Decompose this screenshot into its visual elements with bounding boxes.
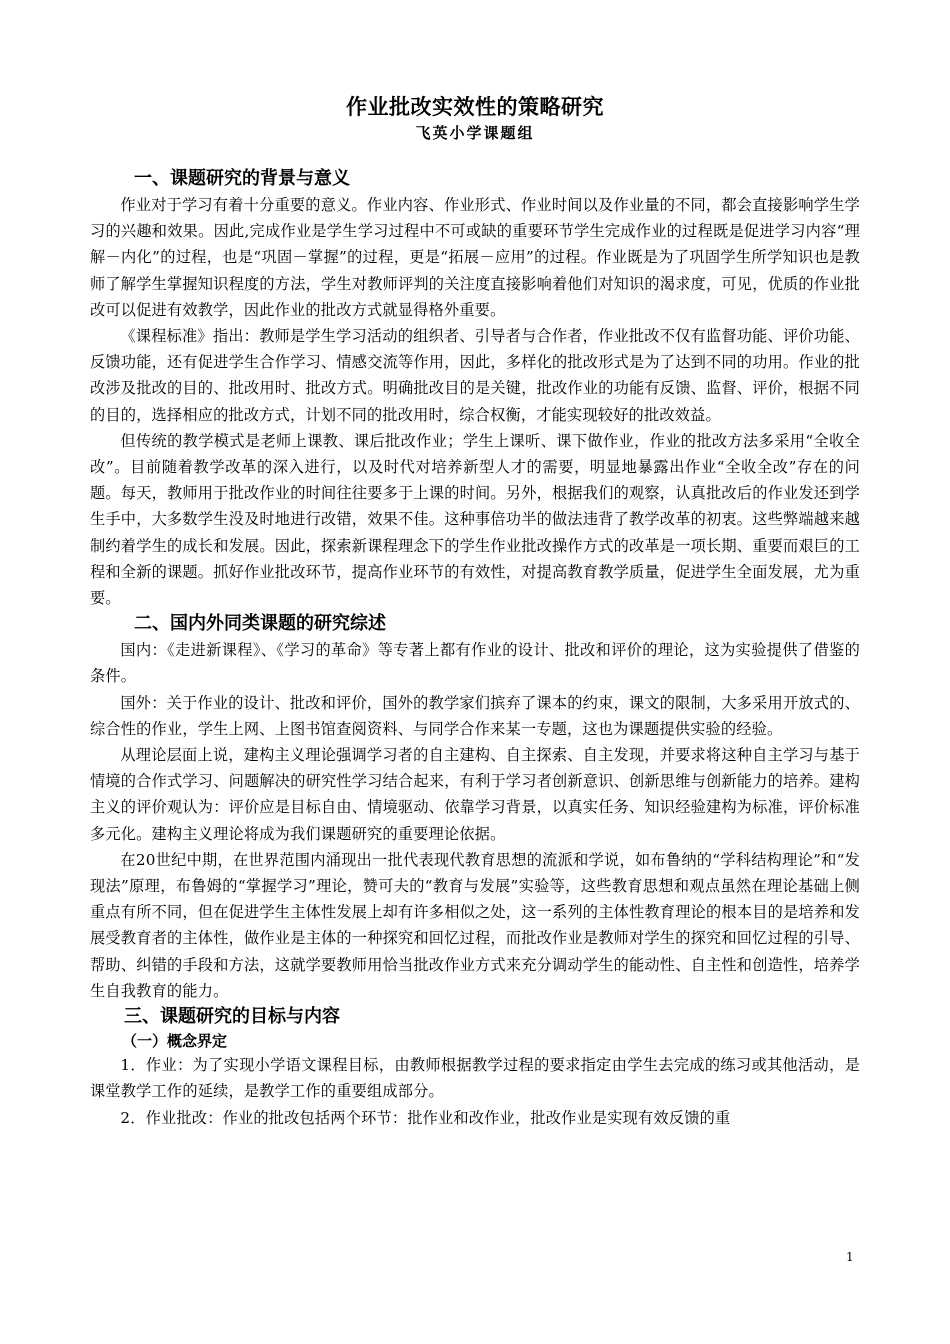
section-heading-literature-review: 二、国内外同类课题的研究综述	[134, 613, 386, 635]
paragraph: 在20世纪中期，在世界范围内涌现出一批代表现代教育思想的流派和学说，如布鲁纳的“学科结构理论”和“发现法”原理，布鲁姆的“掌握学习”理论，赞可夫的“教育与发展”实验等，这些教育思想和观点虽然在理论基础上侧重点有所不同，但在促进学生主体性发展上却有许多相似之处，这一系列的主体性教育理论的根本目的是培养和发展受教育者的主体性，做作业是主体的一种探究和回忆过程，而批改作业是教师对学生的探究和回忆过程的引导、帮助、纠错的手段和方法，这就学要教师用恰当批改作业方式来充分调动学生的能动性、自主性和创造性，培养学生自我教育的能力。	[90, 850, 860, 1000]
paragraph: 从理论层面上说，建构主义理论强调学习者的自主建构、自主探索、自主发现，并要求将这种自主学习与基于情境的合作式学习、问题解决的研究性学习结合起来，有利于学习者创新意识、创新思维与创新能力的培养。建构主义的评价观认为：评价应是目标自由、情境驱动、依靠学习背景，以真实任务、知识经验建构为标准，评价标准多元化。建构主义理论将成为我们课题研究的重要理论依据。	[90, 746, 860, 843]
paragraph: 2．作业批改：作业的批改包括两个环节：批作业和改作业，批改作业是实现有效反馈的重	[120, 1108, 731, 1127]
section-heading-background: 一、课题研究的背景与意义	[134, 168, 350, 189]
section-heading-goals: 三、课题研究的目标与内容	[124, 1006, 340, 1028]
document-title: 作业批改实效性的策略研究	[346, 95, 604, 119]
paragraph: 但传统的教学模式是老师上课教、课后批改作业；学生上课听、课下做作业，作业的批改方法多采用“全收全改”。目前随着教学改革的深入进行，以及时代对培养新型人才的需要，明显地暴露出作业“全收全改”存在的问题。每天，教师用于批改作业的时间往往要多于上课的时间。另外，根据我们的观察，认真批改后的作业发还到学生手中，大多数学生没及时地进行改错，效果不佳。这种事倍功半的做法违背了教学改革的初衷。这些弊端越来越制约着学生的成长和发展。因此，探索新课程理念下的学生作业批改操作方式的改革是一项长期、重要而艰巨的工程和全新的课题。抓好作业批改环节，提高作业环节的有效性，对提高教育教学质量，促进学生全面发展，尤为重要。	[90, 431, 860, 608]
page-number: 1	[846, 1250, 854, 1264]
paragraph: 国内：《走进新课程》、《学习的革命》等专著上都有作业的设计、批改和评价的理论，这为实验提供了借鉴的条件。	[90, 641, 860, 686]
document-subtitle: 飞英小学课题组	[415, 124, 535, 142]
paragraph: 《课程标准》指出：教师是学生学习活动的组织者、引导者与合作者，作业批改不仅有监督功能、评价功能、反馈功能，还有促进学生合作学习、情感交流等作用，因此，多样化的批改形式是为了达到不同的功用。作业的批改涉及批改的目的、批改用时、批改方式。明确批改目的是关键，批改作业的功能有反馈、监督、评价，根据不同的目的，选择相应的批改方式，计划不同的批改用时，综合权衡，才能实现较好的批改效益。	[90, 327, 860, 424]
document-body	[90, 92, 860, 1131]
paragraph: 国外：关于作业的设计、批改和评价，国外的教学家们摈弃了课本的约束，课文的限制，大多采用开放式的、综合性的作业，学生上网、上图书馆查阅资料、与同学合作来某一专题，这也为课题提供实验的经验。	[90, 693, 860, 738]
subsection-heading-concepts: （一）概念界定	[122, 1032, 228, 1051]
paragraph: 作业对于学习有着十分重要的意义。作业内容、作业形式、作业时间以及作业量的不同，都会直接影响学生学习的兴趣和效果。因此,完成作业是学生学习过程中不可或缺的重要环节学生完成作业的过程既是促进学习内容“理解－内化”的过程，也是“巩固－掌握”的过程，更是“拓展－应用”的过程。作业既是为了巩固学生所学知识也是教师了解学生掌握知识程度的方法，学生对教师评判的关注度直接影响着他们对知识的渴求度，可见，优质的作业批改可以促进有效教学，因此作业的批改方式就显得格外重要。	[90, 196, 860, 319]
paragraph: 1．作业：为了实现小学语文课程目标，由教师根据教学过程的要求指定由学生去完成的练习或其他活动，是课堂教学工作的延续，是教学工作的重要组成部分。	[90, 1056, 860, 1101]
